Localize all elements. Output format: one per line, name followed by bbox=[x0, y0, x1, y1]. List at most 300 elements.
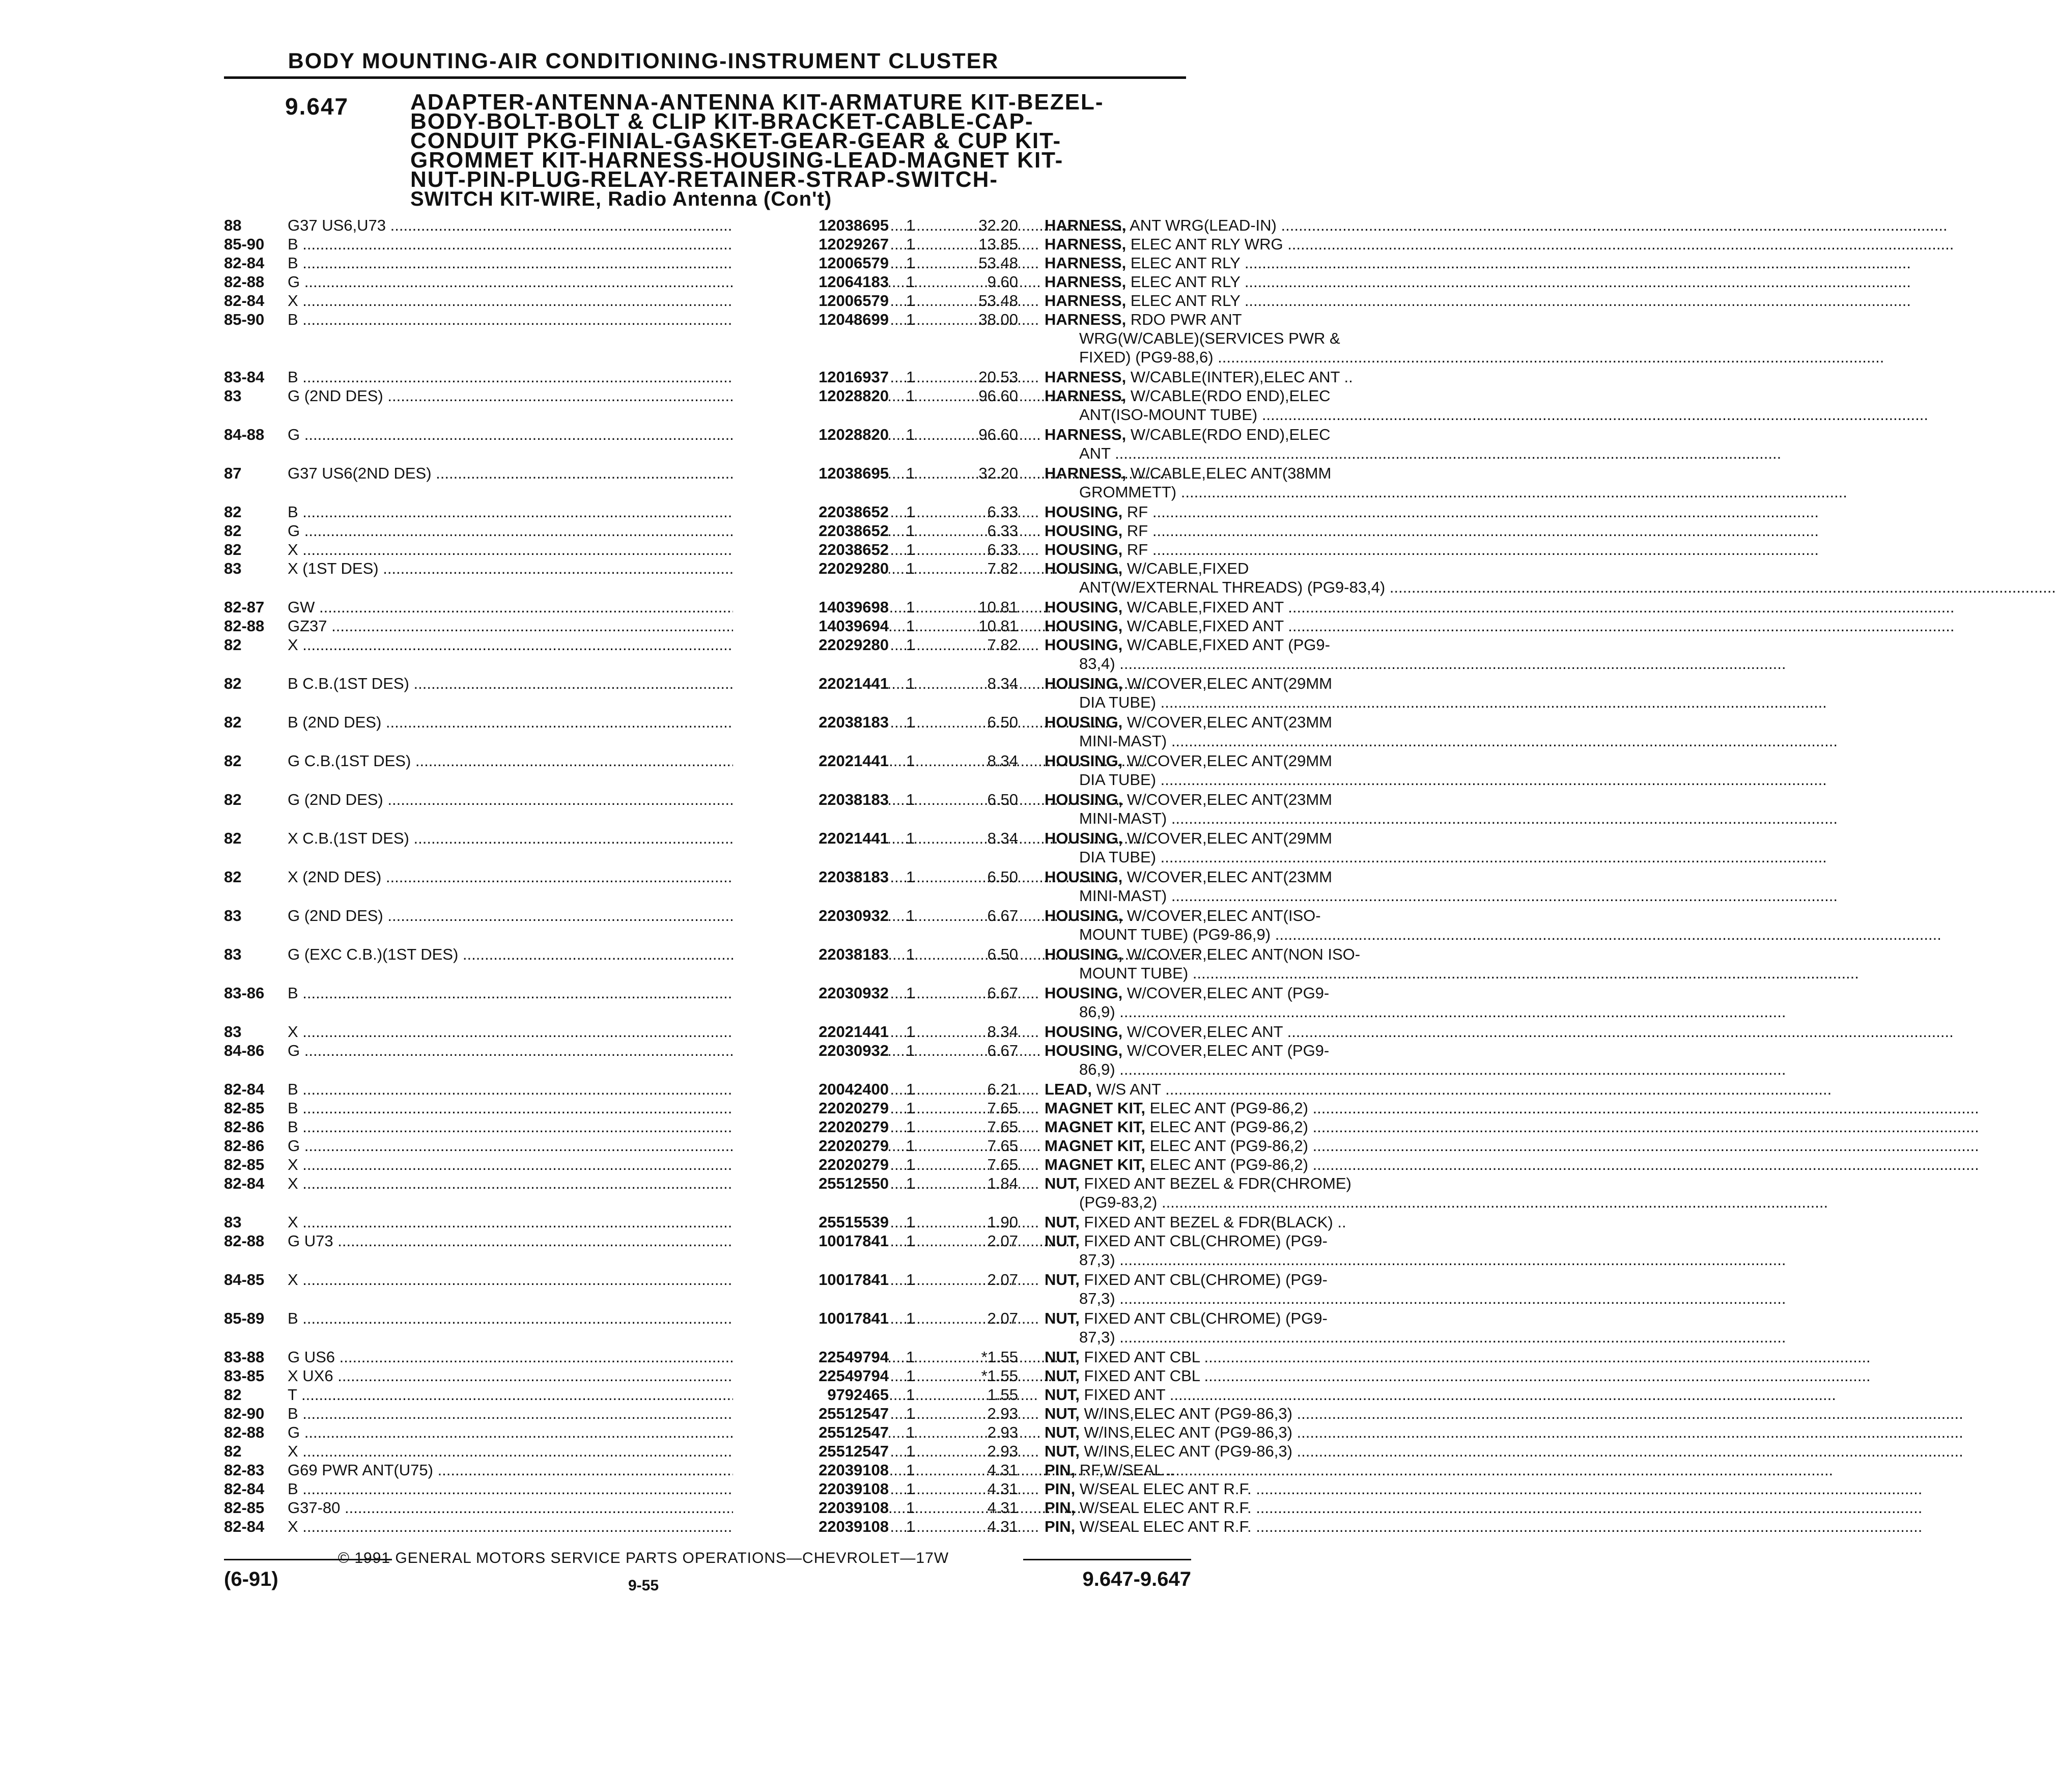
application: B ..... bbox=[288, 311, 776, 329]
model-year: 82-88 bbox=[224, 273, 265, 291]
part-number: 22038183 bbox=[733, 713, 889, 732]
description-continuation bbox=[224, 1251, 1191, 1270]
quantity: 1 bbox=[906, 1423, 915, 1441]
application: G ..... bbox=[288, 1423, 776, 1442]
part-row bbox=[224, 1405, 1292, 1423]
part-type: NUT, bbox=[1045, 1232, 1080, 1250]
part-type: HARNESS, bbox=[1045, 464, 1126, 482]
description-continuation bbox=[224, 329, 1340, 348]
description bbox=[1045, 292, 1411, 310]
description bbox=[1045, 829, 1411, 848]
description bbox=[1045, 1042, 1411, 1060]
model-year: 82-84 bbox=[224, 292, 265, 310]
part-number: 22038183 bbox=[733, 945, 889, 964]
part-number: 22038652 bbox=[733, 541, 889, 559]
part-number: 22030932 bbox=[733, 1042, 889, 1060]
part-detail: W/COVER,ELEC ANT(29MM bbox=[1122, 752, 1332, 770]
part-number: 12038695 bbox=[733, 464, 889, 483]
model-year: 82-84 bbox=[224, 1480, 265, 1498]
part-detail: W/SEAL ELEC ANT R.F. bbox=[1075, 1480, 1252, 1498]
part-row bbox=[224, 617, 1284, 636]
description bbox=[1045, 1118, 1411, 1136]
price: 6.50 bbox=[987, 791, 1018, 808]
part-number: 22029280 bbox=[733, 559, 889, 578]
application: B ..... bbox=[288, 503, 776, 521]
description bbox=[1045, 1480, 1411, 1498]
part-detail: FIXED ANT CBL bbox=[1079, 1367, 1200, 1385]
quantity: 1 bbox=[906, 216, 915, 234]
description-continuation bbox=[224, 483, 1191, 502]
section-heading-line: BODY-BOLT-BOLT & CLIP KIT-BRACKET-CABLE-CAP- bbox=[410, 109, 1034, 134]
section-heading-line: GROMMET KIT-HARNESS-HOUSING-LEAD-MAGNET KIT- bbox=[410, 148, 1064, 173]
part-detail: W/CABLE,FIXED ANT bbox=[1122, 598, 1284, 616]
part-number: 14039698 bbox=[733, 598, 889, 617]
part-detail: W/S ANT bbox=[1092, 1080, 1161, 1098]
part-detail: W/COVER,ELEC ANT(23MM bbox=[1122, 868, 1332, 886]
price: 4.31 bbox=[987, 1499, 1018, 1517]
part-number: 25512547 bbox=[733, 1423, 889, 1442]
part-row bbox=[224, 1137, 1308, 1156]
part-type: HOUSING, bbox=[1045, 907, 1123, 925]
model-year: 82-85 bbox=[224, 1099, 265, 1117]
price: 13.85 bbox=[978, 235, 1018, 253]
application: G ..... bbox=[288, 426, 776, 444]
quantity: 1 bbox=[906, 617, 915, 635]
description bbox=[1045, 1405, 1411, 1423]
part-number: 25512550 bbox=[733, 1174, 889, 1193]
model-year: 84-88 bbox=[224, 426, 265, 443]
part-row bbox=[224, 1518, 1252, 1536]
application: GW ..... bbox=[288, 598, 776, 617]
quantity: 1 bbox=[906, 907, 915, 925]
part-number: 22030932 bbox=[733, 907, 889, 925]
part-row bbox=[224, 292, 1241, 311]
part-detail: RF bbox=[1122, 541, 1148, 558]
part-number: 9792465 bbox=[733, 1386, 889, 1404]
continuation-text: ANT ..... bbox=[1079, 444, 1411, 463]
application: G U73 ..... bbox=[288, 1232, 776, 1250]
model-year: 83 bbox=[224, 1213, 242, 1231]
part-number: 12006579 bbox=[733, 292, 889, 310]
date-code: (6-91) bbox=[224, 1568, 278, 1590]
description-continuation bbox=[224, 809, 1191, 828]
copyright-notice: © 1991 GENERAL MOTORS SERVICE PARTS OPERATIONS—CHEVROLET—17W bbox=[337, 1550, 949, 1566]
description bbox=[1045, 1367, 1411, 1385]
description-continuation bbox=[224, 578, 1386, 597]
application: X ..... bbox=[288, 1156, 776, 1174]
model-year: 82 bbox=[224, 713, 242, 731]
quantity: 1 bbox=[906, 636, 915, 654]
part-type: HOUSING, bbox=[1045, 945, 1123, 963]
part-type: NUT, bbox=[1045, 1367, 1080, 1385]
model-year: 82-85 bbox=[224, 1156, 265, 1173]
description bbox=[1045, 1309, 1411, 1328]
part-type: HOUSING, bbox=[1045, 675, 1123, 692]
description bbox=[1045, 1099, 1411, 1117]
part-type: HOUSING, bbox=[1045, 713, 1123, 731]
quantity: 1 bbox=[906, 503, 915, 521]
part-row bbox=[224, 1309, 1328, 1328]
part-detail: W/COVER,ELEC ANT(23MM bbox=[1122, 713, 1332, 731]
part-type: LEAD, bbox=[1045, 1080, 1092, 1098]
part-detail: RF bbox=[1122, 503, 1148, 521]
description-continuation bbox=[224, 693, 1191, 712]
part-row bbox=[224, 1367, 1200, 1386]
application: B ..... bbox=[288, 1309, 776, 1328]
quantity: 1 bbox=[906, 984, 915, 1002]
description bbox=[1045, 598, 1411, 617]
description bbox=[1045, 1213, 1411, 1231]
model-year: 82 bbox=[224, 752, 242, 770]
price: 4.31 bbox=[987, 1518, 1018, 1535]
part-type: HOUSING, bbox=[1045, 617, 1123, 635]
description bbox=[1045, 1461, 1411, 1479]
model-year: 82 bbox=[224, 541, 242, 558]
part-number: 25515539 bbox=[733, 1213, 889, 1231]
price: 20.53 bbox=[978, 368, 1018, 386]
price: *1.55 bbox=[981, 1348, 1018, 1366]
part-number: 22039108 bbox=[733, 1499, 889, 1517]
part-type: NUT, bbox=[1045, 1309, 1080, 1327]
part-type: HOUSING, bbox=[1045, 559, 1123, 577]
price: 10.81 bbox=[978, 598, 1018, 616]
price: *1.55 bbox=[981, 1367, 1018, 1385]
continuation-text: ANT(ISO-MOUNT TUBE) ..... bbox=[1079, 406, 1411, 424]
model-year: 88 bbox=[224, 216, 242, 234]
application: X C.B.(1ST DES) ..... bbox=[288, 829, 776, 848]
part-row bbox=[224, 868, 1332, 887]
part-number: 22039108 bbox=[733, 1480, 889, 1498]
continuation-text: MOUNT TUBE) ..... bbox=[1079, 964, 1411, 983]
part-detail: W/CABLE,FIXED bbox=[1122, 559, 1249, 577]
quantity: 1 bbox=[906, 752, 915, 770]
quantity: 1 bbox=[906, 292, 915, 310]
part-type: NUT, bbox=[1045, 1213, 1080, 1231]
part-detail: W/COVER,ELEC ANT(29MM bbox=[1122, 829, 1332, 847]
section-number: 9.647 bbox=[285, 93, 349, 120]
part-type: NUT, bbox=[1045, 1271, 1080, 1289]
description-continuation bbox=[224, 732, 1191, 751]
part-type: HARNESS, bbox=[1045, 426, 1126, 443]
model-year: 82 bbox=[224, 829, 242, 847]
application: B ..... bbox=[288, 984, 776, 1002]
quantity: 1 bbox=[906, 1137, 915, 1155]
quantity: 1 bbox=[906, 868, 915, 886]
description bbox=[1045, 636, 1411, 654]
description-continuation bbox=[224, 926, 1271, 944]
description bbox=[1045, 945, 1411, 964]
part-row bbox=[224, 636, 1330, 655]
application: G US6 ..... bbox=[288, 1348, 776, 1366]
part-type: HOUSING, bbox=[1045, 598, 1123, 616]
page-number: 9-55 bbox=[628, 1577, 659, 1594]
description bbox=[1045, 1156, 1411, 1174]
model-year: 82-84 bbox=[224, 1174, 265, 1192]
description bbox=[1045, 1386, 1411, 1404]
part-number: 22029280 bbox=[733, 636, 889, 654]
description bbox=[1045, 752, 1411, 770]
quantity: 1 bbox=[906, 1480, 915, 1498]
continuation-text: 86,9) ..... bbox=[1079, 1060, 1411, 1079]
part-detail: ELEC ANT RLY bbox=[1126, 273, 1241, 291]
part-row bbox=[224, 1156, 1308, 1174]
price: 1.55 bbox=[987, 1386, 1018, 1404]
model-year: 82 bbox=[224, 636, 242, 654]
model-year: 82-88 bbox=[224, 617, 265, 635]
price: 8.34 bbox=[987, 829, 1018, 847]
description bbox=[1045, 541, 1411, 559]
part-type: HOUSING, bbox=[1045, 1042, 1123, 1059]
part-type: NUT, bbox=[1045, 1442, 1080, 1460]
part-type: HOUSING, bbox=[1045, 868, 1123, 886]
application: X ..... bbox=[288, 292, 776, 310]
description-continuation bbox=[224, 655, 1191, 674]
part-detail: ELEC ANT RLY bbox=[1126, 292, 1241, 310]
part-detail: FIXED ANT BEZEL & FDR(BLACK) .. bbox=[1079, 1213, 1346, 1231]
part-row bbox=[224, 1348, 1200, 1367]
description bbox=[1045, 713, 1411, 732]
description-continuation bbox=[224, 964, 1191, 983]
part-number: 22021441 bbox=[733, 829, 889, 848]
part-number: 12064183 bbox=[733, 273, 889, 291]
part-number: 22039108 bbox=[733, 1461, 889, 1479]
application: X ..... bbox=[288, 1442, 776, 1461]
part-number: 12028820 bbox=[733, 426, 889, 444]
part-type: HOUSING, bbox=[1045, 503, 1123, 521]
part-type: HOUSING, bbox=[1045, 829, 1123, 847]
application: X ..... bbox=[288, 541, 776, 559]
quantity: 1 bbox=[906, 1271, 915, 1289]
description bbox=[1045, 273, 1411, 291]
application: G37 US6,U73 ..... bbox=[288, 216, 776, 235]
part-number: 22038183 bbox=[733, 791, 889, 809]
quantity: 1 bbox=[906, 1386, 915, 1404]
price: 7.65 bbox=[987, 1118, 1018, 1136]
part-type: HARNESS, bbox=[1045, 387, 1126, 405]
price: 9.60 bbox=[987, 273, 1018, 291]
part-detail: W/COVER,ELEC ANT(ISO- bbox=[1122, 907, 1321, 925]
part-row bbox=[224, 1461, 1191, 1480]
part-type: NUT, bbox=[1045, 1423, 1080, 1441]
part-type: MAGNET KIT, bbox=[1045, 1137, 1146, 1155]
description-continuation bbox=[224, 771, 1191, 790]
price: 7.65 bbox=[987, 1099, 1018, 1117]
part-number: 20042400 bbox=[733, 1080, 889, 1099]
part-number: 22020279 bbox=[733, 1099, 889, 1117]
part-detail: W/SEAL ELEC ANT R.F. bbox=[1075, 1518, 1252, 1535]
model-year: 82 bbox=[224, 1386, 242, 1404]
model-year: 82-84 bbox=[224, 254, 265, 272]
part-number: 22039108 bbox=[733, 1518, 889, 1536]
part-number: 22030932 bbox=[733, 984, 889, 1002]
part-row bbox=[224, 1271, 1328, 1290]
model-year: 82 bbox=[224, 868, 242, 886]
part-type: HARNESS, bbox=[1045, 273, 1126, 291]
quantity: 1 bbox=[906, 1099, 915, 1117]
continuation-text: 87,3) ..... bbox=[1079, 1251, 1411, 1269]
part-row bbox=[224, 791, 1332, 809]
application: X UX6 ..... bbox=[288, 1367, 776, 1385]
part-detail: ELEC ANT (PG9-86,2) bbox=[1145, 1137, 1308, 1155]
part-type: HOUSING, bbox=[1045, 984, 1123, 1002]
model-year: 83-84 bbox=[224, 368, 265, 386]
part-row bbox=[224, 1423, 1292, 1442]
quantity: 1 bbox=[906, 1156, 915, 1173]
part-row bbox=[224, 541, 1191, 559]
part-type: HOUSING, bbox=[1045, 1023, 1123, 1041]
part-type: HOUSING, bbox=[1045, 541, 1123, 558]
continuation-text: 87,3) ..... bbox=[1079, 1290, 1411, 1308]
part-number: 22038652 bbox=[733, 522, 889, 540]
quantity: 1 bbox=[906, 598, 915, 616]
part-detail: ELEC ANT RLY WRG bbox=[1126, 235, 1283, 253]
description bbox=[1045, 1080, 1411, 1099]
part-detail: W/COVER,ELEC ANT (PG9- bbox=[1122, 984, 1330, 1002]
application: T ..... bbox=[288, 1386, 776, 1404]
model-year: 83 bbox=[224, 1023, 242, 1041]
continuation-text: MINI-MAST) ..... bbox=[1079, 809, 1411, 828]
price: 7.82 bbox=[987, 559, 1018, 577]
part-detail: W/CABLE(INTER),ELEC ANT .. bbox=[1126, 368, 1353, 386]
application: X (2ND DES) ..... bbox=[288, 868, 776, 886]
part-number: 12048699 bbox=[733, 311, 889, 329]
part-number: 10017841 bbox=[733, 1271, 889, 1289]
description bbox=[1045, 907, 1411, 925]
model-year: 82 bbox=[224, 503, 242, 521]
application: G ..... bbox=[288, 1137, 776, 1155]
part-number: 22021441 bbox=[733, 1023, 889, 1041]
price: 2.93 bbox=[987, 1405, 1018, 1422]
application: X ..... bbox=[288, 1213, 776, 1231]
part-detail: ELEC ANT (PG9-86,2) bbox=[1145, 1118, 1308, 1136]
description bbox=[1045, 1423, 1411, 1442]
price: 7.82 bbox=[987, 636, 1018, 654]
part-detail: ELEC ANT RLY bbox=[1126, 254, 1241, 272]
part-number: 14039694 bbox=[733, 617, 889, 635]
quantity: 1 bbox=[906, 426, 915, 443]
continuation-text: (PG9-83,2) ..... bbox=[1079, 1193, 1411, 1212]
quantity: 1 bbox=[906, 311, 915, 328]
model-year: 82-85 bbox=[224, 1499, 265, 1517]
model-year: 83 bbox=[224, 559, 242, 577]
model-year: 87 bbox=[224, 464, 242, 482]
price: 2.93 bbox=[987, 1442, 1018, 1460]
model-year: 82-83 bbox=[224, 1461, 265, 1479]
part-type: HARNESS, bbox=[1045, 311, 1126, 328]
continuation-text: FIXED) (PG9-88,6) ..... bbox=[1079, 348, 1411, 367]
price: 1.90 bbox=[987, 1213, 1018, 1231]
description bbox=[1045, 617, 1411, 635]
description-continuation bbox=[224, 1290, 1191, 1308]
part-detail: FIXED ANT BEZEL & FDR(CHROME) bbox=[1079, 1174, 1351, 1192]
part-row bbox=[224, 752, 1332, 771]
section-heading bbox=[410, 90, 1204, 210]
quantity: 1 bbox=[906, 522, 915, 540]
application: G (2ND DES) ..... bbox=[288, 387, 776, 405]
part-detail: W/CABLE,FIXED ANT bbox=[1122, 617, 1284, 635]
description bbox=[1045, 1232, 1411, 1250]
description bbox=[1045, 791, 1411, 809]
part-row bbox=[224, 907, 1321, 926]
part-detail: ELEC ANT (PG9-86,2) bbox=[1145, 1156, 1308, 1173]
part-type: HARNESS, bbox=[1045, 368, 1126, 386]
part-row bbox=[224, 559, 1249, 578]
part-type: HARNESS, bbox=[1045, 254, 1126, 272]
description bbox=[1045, 1137, 1411, 1155]
price: 7.65 bbox=[987, 1137, 1018, 1155]
quantity: 1 bbox=[906, 713, 915, 731]
continuation-text: DIA TUBE) ..... bbox=[1079, 848, 1411, 866]
part-detail: W/CABLE(RDO END),ELEC bbox=[1126, 426, 1331, 443]
continuation-text: 86,9) ..... bbox=[1079, 1003, 1411, 1021]
model-year: 82-86 bbox=[224, 1118, 265, 1136]
part-detail: W/COVER,ELEC ANT(23MM bbox=[1122, 791, 1332, 808]
part-row bbox=[224, 426, 1331, 444]
continuation-text: MOUNT TUBE) (PG9-86,9) ..... bbox=[1079, 926, 1411, 944]
description bbox=[1045, 1499, 1411, 1517]
part-detail: RF,W/SEAL bbox=[1075, 1461, 1163, 1479]
part-number: 22020279 bbox=[733, 1137, 889, 1155]
part-type: PIN, bbox=[1045, 1480, 1076, 1498]
application: B ..... bbox=[288, 368, 776, 386]
part-row bbox=[224, 503, 1191, 522]
model-year: 85-89 bbox=[224, 1309, 265, 1327]
application: B ..... bbox=[288, 1080, 776, 1099]
price: 10.81 bbox=[978, 617, 1018, 635]
model-year: 82-84 bbox=[224, 1080, 265, 1098]
price: 6.21 bbox=[987, 1080, 1018, 1098]
price: 6.50 bbox=[987, 945, 1018, 963]
part-row bbox=[224, 387, 1331, 406]
model-year: 83 bbox=[224, 387, 242, 405]
description bbox=[1045, 387, 1411, 405]
model-year: 82-88 bbox=[224, 1423, 265, 1441]
description bbox=[1045, 1348, 1411, 1366]
part-detail: W/CABLE(RDO END),ELEC bbox=[1126, 387, 1331, 405]
page-title: BODY MOUNTING-AIR CONDITIONING-INSTRUMENT CLUSTER bbox=[288, 49, 999, 73]
application: B ..... bbox=[288, 1480, 776, 1498]
description bbox=[1045, 1023, 1411, 1041]
application: B ..... bbox=[288, 254, 776, 272]
part-type: PIN, bbox=[1045, 1518, 1076, 1535]
description bbox=[1045, 311, 1411, 329]
part-detail: RDO PWR ANT bbox=[1126, 311, 1242, 328]
part-detail: W/CABLE,FIXED ANT (PG9- bbox=[1122, 636, 1330, 654]
description-continuation bbox=[224, 887, 1191, 906]
part-detail: ELEC ANT (PG9-86,2) bbox=[1145, 1099, 1308, 1117]
part-detail: RF bbox=[1122, 522, 1148, 540]
part-detail: W/SEAL ELEC ANT R.F. bbox=[1075, 1499, 1252, 1517]
part-number: 12038695 bbox=[733, 216, 889, 235]
quantity: 1 bbox=[906, 254, 915, 272]
model-year: 82 bbox=[224, 1442, 242, 1460]
part-detail: FIXED ANT CBL(CHROME) (PG9- bbox=[1079, 1271, 1328, 1289]
quantity: 1 bbox=[906, 1042, 915, 1059]
price: 6.33 bbox=[987, 541, 1018, 558]
application: G37 US6(2ND DES) ..... bbox=[288, 464, 776, 483]
quantity: 1 bbox=[906, 945, 915, 963]
model-year: 85-90 bbox=[224, 311, 265, 328]
part-number: 10017841 bbox=[733, 1232, 889, 1250]
application: GZ37 ..... bbox=[288, 617, 776, 635]
part-row bbox=[224, 311, 1242, 329]
price: 6.67 bbox=[987, 984, 1018, 1002]
quantity: 1 bbox=[906, 541, 915, 558]
part-number: 25512547 bbox=[733, 1405, 889, 1423]
quantity: 1 bbox=[906, 1232, 915, 1250]
model-year: 83 bbox=[224, 907, 242, 925]
price: 53.48 bbox=[978, 254, 1018, 272]
